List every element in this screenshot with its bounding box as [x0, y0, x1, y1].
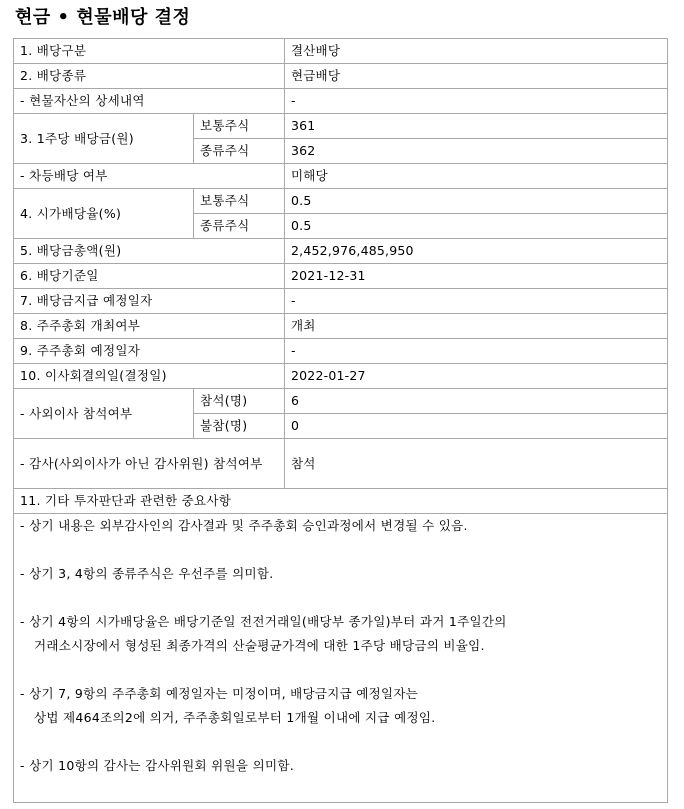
row-label: 9. 주주총회 예정일자	[14, 339, 285, 364]
note-item	[20, 562, 661, 586]
page-title: 현금 • 현물배당 결정	[15, 7, 191, 28]
sub-label: 불참(명)	[194, 414, 285, 439]
table-row	[14, 264, 668, 289]
row-value: 0.5	[285, 214, 668, 239]
table-row	[14, 489, 668, 514]
row-label: 3. 1주당 배당금(원)	[14, 114, 194, 164]
row-value: 미해당	[285, 164, 668, 189]
sub-label: 보통주식	[194, 114, 285, 139]
sub-label: 보통주식	[194, 189, 285, 214]
notes-cell	[14, 514, 668, 803]
row-label: 6. 배당기준일	[14, 264, 285, 289]
row-label: - 차등배당 여부	[14, 164, 285, 189]
row-label: 11. 기타 투자판단과 관련한 중요사항	[14, 489, 668, 514]
row-label: 1. 배당구분	[14, 39, 285, 64]
notes-row	[14, 514, 668, 803]
note-item	[20, 514, 661, 538]
row-value: 결산배당	[285, 39, 668, 64]
table-row	[14, 64, 668, 89]
sub-label: 종류주식	[194, 139, 285, 164]
table-row	[14, 339, 668, 364]
row-value: -	[285, 339, 668, 364]
row-label: 8. 주주총회 개최여부	[14, 314, 285, 339]
row-value: 361	[285, 114, 668, 139]
row-value: 2021-12-31	[285, 264, 668, 289]
row-value: -	[285, 89, 668, 114]
note-text: - 상기 10항의 감사는 감사위원회 위원을 의미함.	[20, 758, 294, 773]
dividend-decision-table	[13, 38, 668, 803]
row-value: 2,452,976,485,950	[285, 239, 668, 264]
row-label: 2. 배당종류	[14, 64, 285, 89]
note-item	[20, 682, 661, 730]
table-row	[14, 439, 668, 489]
table-row	[14, 239, 668, 264]
table-row	[14, 114, 668, 139]
note-text: 거래소시장에서 형성된 최종가격의 산술평균가격에 대한 1주당 배당금의 비율임.	[34, 638, 485, 653]
table-row	[14, 314, 668, 339]
row-label: 4. 시가배당율(%)	[14, 189, 194, 239]
row-label: - 감사(사외이사가 아닌 감사위원) 참석여부	[14, 439, 285, 489]
note-text: - 상기 내용은 외부감사인의 감사결과 및 주주총회 승인과정에서 변경될 수 있음.	[20, 518, 468, 533]
table-row	[14, 164, 668, 189]
table-row	[14, 89, 668, 114]
row-value: 2022-01-27	[285, 364, 668, 389]
row-label: - 현물자산의 상세내역	[14, 89, 285, 114]
row-value: 0	[285, 414, 668, 439]
table-row	[14, 389, 668, 414]
table-row	[14, 289, 668, 314]
table-row	[14, 39, 668, 64]
row-value: 참석	[285, 439, 668, 489]
row-value: 362	[285, 139, 668, 164]
note-text: - 상기 3, 4항의 종류주식은 우선주를 의미함.	[20, 566, 274, 581]
note-text: 상법 제464조의2에 의거, 주주총회일로부터 1개월 이내에 지급 예정임.	[34, 710, 436, 725]
row-label: 5. 배당금총액(원)	[14, 239, 285, 264]
note-text: - 상기 4항의 시가배당율은 배당기준일 전전거래일(배당부 종가일)부터 과거 1주일간의	[20, 614, 507, 629]
row-value: 0.5	[285, 189, 668, 214]
row-label: 7. 배당금지급 예정일자	[14, 289, 285, 314]
note-item	[20, 610, 661, 658]
row-value: 현금배당	[285, 64, 668, 89]
table-row	[14, 364, 668, 389]
row-label: 10. 이사회결의일(결정일)	[14, 364, 285, 389]
note-text: - 상기 7, 9항의 주주총회 예정일자는 미정이며, 배당금지급 예정일자는	[20, 686, 419, 701]
row-value: -	[285, 289, 668, 314]
note-item	[20, 754, 661, 778]
row-value: 6	[285, 389, 668, 414]
row-label: - 사외이사 참석여부	[14, 389, 194, 439]
row-value: 개최	[285, 314, 668, 339]
table-row	[14, 189, 668, 214]
sub-label: 참석(명)	[194, 389, 285, 414]
sub-label: 종류주식	[194, 214, 285, 239]
